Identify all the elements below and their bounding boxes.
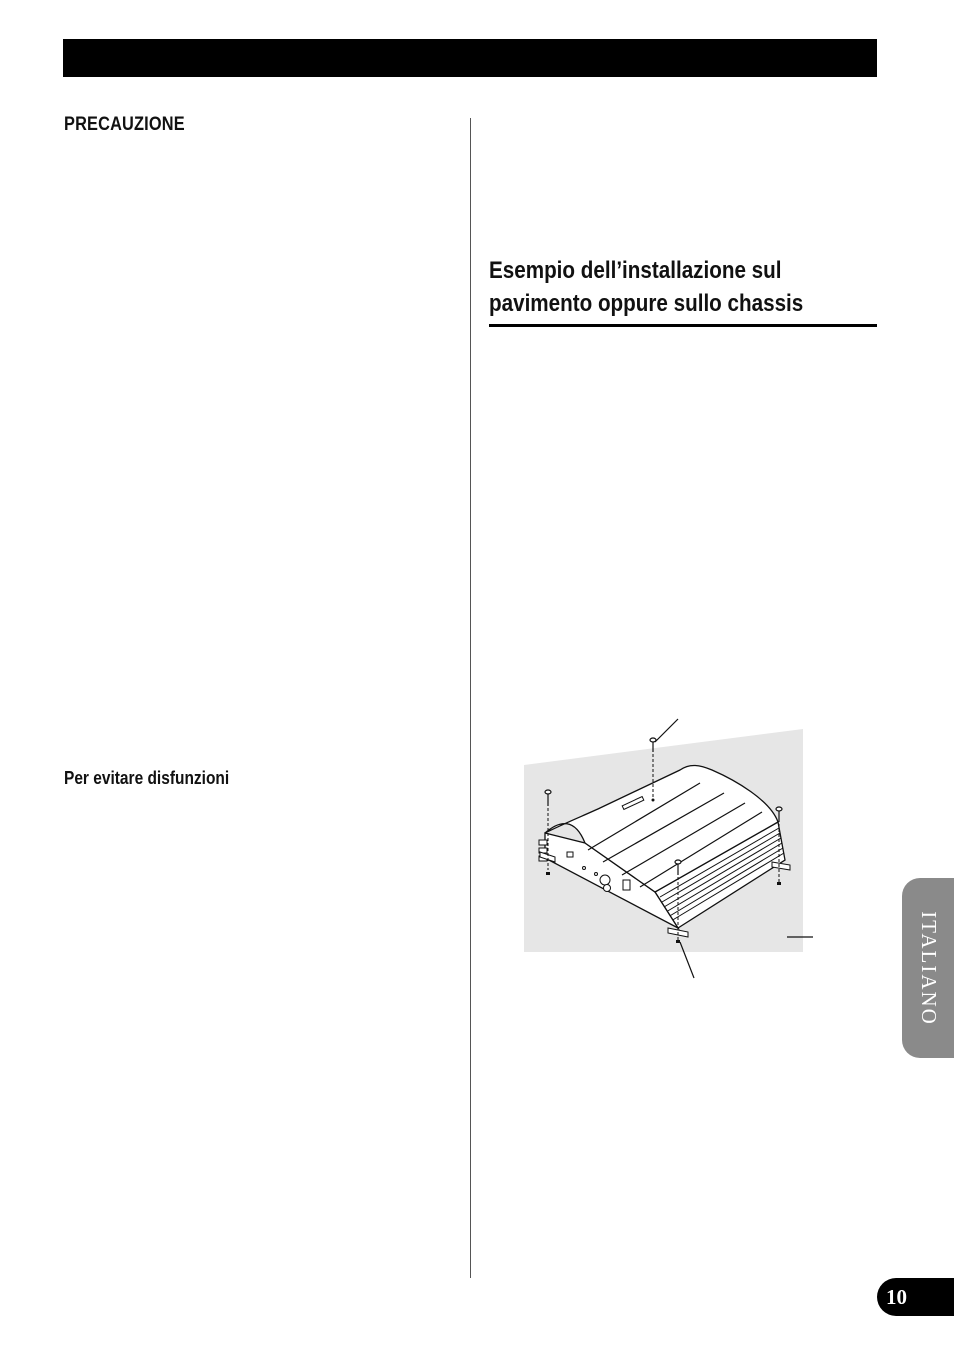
amplifier-installation-illustration [520, 715, 820, 985]
heading-line-2: pavimento oppure sullo chassis [489, 290, 804, 317]
installation-heading [489, 254, 877, 327]
leader-line-top [655, 719, 678, 742]
heading-line-1: Esempio dell’installazione sul [489, 257, 782, 284]
language-tab [902, 878, 954, 1058]
header-bar [63, 39, 877, 77]
page-number: 10 [877, 1278, 954, 1316]
language-tab-label: ITALIANO [916, 910, 941, 1026]
subsection-title-malfunction: Per evitare disfunzioni [64, 768, 230, 788]
column-divider [470, 118, 471, 1278]
section-title-precauzione: PRECAUZIONE [64, 114, 185, 135]
